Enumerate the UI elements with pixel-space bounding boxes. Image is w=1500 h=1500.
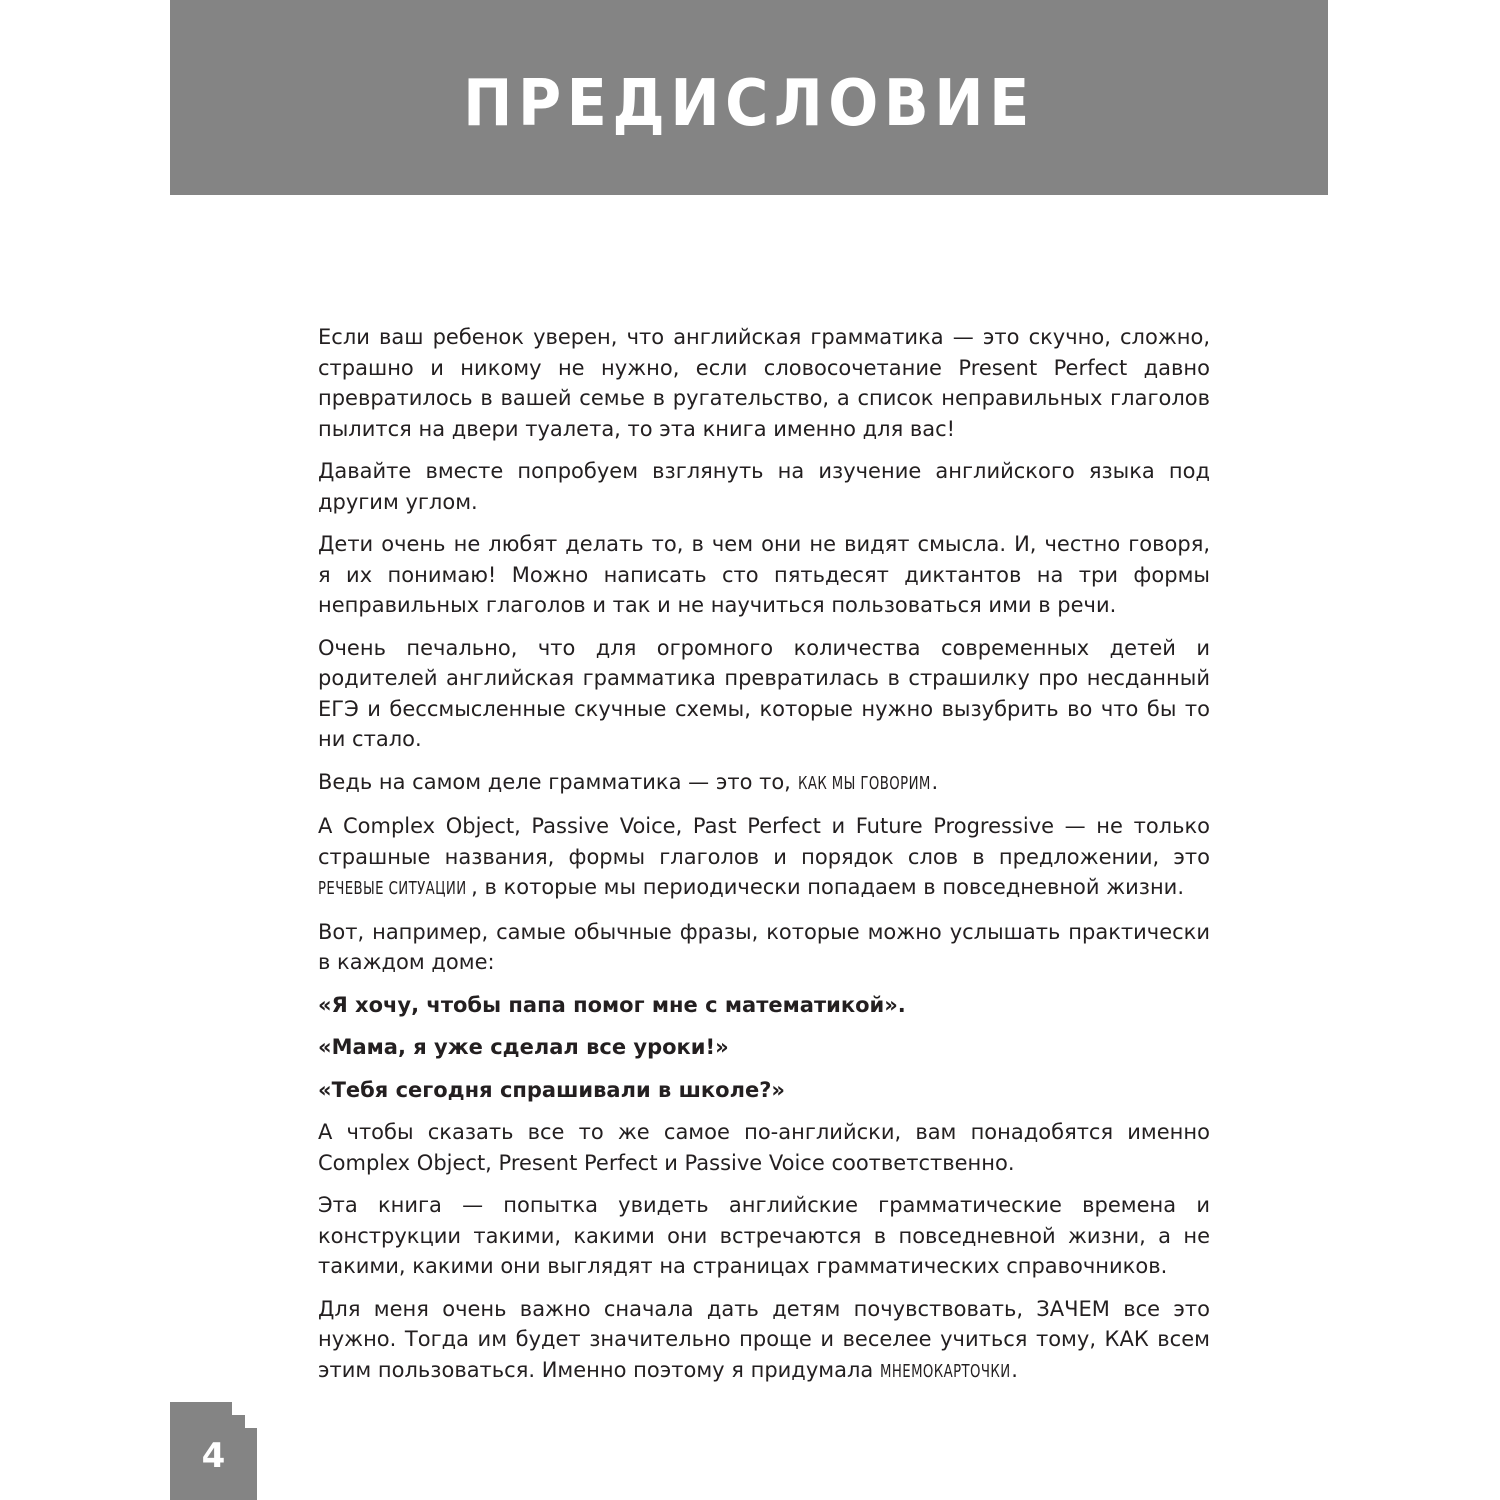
text-run: Ведь на самом деле грамматика — это то,: [318, 769, 798, 794]
paragraph: [318, 1294, 1210, 1388]
text-run: A Complex Object, Passive Voice, Past Perfect и Future Progressive — не только страшные названия, формы глаголов и порядок слов в предложении, это: [318, 814, 1210, 869]
page-number: 4: [201, 1436, 226, 1476]
example-quote: «Я хочу, чтобы папа помог мне с математикой».: [318, 992, 906, 1017]
handwritten-accent: РЕЧЕВЫЕ СИТУАЦИИ: [318, 878, 467, 899]
text-run: , в которые мы периодически попадаем в повседневной жизни.: [471, 875, 1185, 899]
paragraph: Очень печально, что для огромного количества современных детей и родителей английская грамматика превратилась в страшилку про несданный ЕГЭ и бессмысленные скучные схемы, которые нужно вызубрить во что бы то ни стало.: [318, 635, 1210, 751]
text-run: .: [1011, 1357, 1018, 1382]
paragraph: [318, 811, 1210, 905]
pixel-notch: [245, 1415, 258, 1428]
paragraph: Вот, например, самые обычные фразы, которые можно услышать практически в каждом доме:: [318, 919, 1210, 974]
paragraph: Если ваш ребенок уверен, что английская грамматика — это скучно, сложно, страшно и никому не нужно, если словосочетание Present Perfect давно превратилось в вашей семье в ругательство, а список неправильных глаголов пылится на двери туалета, то эта книга именно для вас!: [318, 325, 1210, 441]
example-quote: «Тебя сегодня спрашивали в школе?»: [318, 1077, 785, 1102]
paragraph: А чтобы сказать все то же самое по-английски, вам понадобятся именно Complex Object, Present Perfect и Passive Voice соответственно.: [318, 1120, 1210, 1175]
pixel-notch: [232, 1402, 258, 1415]
handwritten-accent: МНЕМОКАРТОЧКИ: [879, 1360, 1011, 1382]
page-number-tab: [170, 1402, 257, 1500]
chapter-title: ПРЕДИСЛОВИЕ: [463, 67, 1035, 141]
paragraph: Давайте вместе попробуем взглянуть на изучение английского языка под другим углом.: [318, 459, 1210, 514]
chapter-header-band: [170, 0, 1328, 195]
paragraph: Эта книга — попытка увидеть английские грамматические времена и конструкции такими, какими они встречаются в повседневной жизни, а не такими, какими они выглядят на страницах грамматических справочников.: [318, 1193, 1210, 1278]
preface-body: [318, 322, 1210, 1399]
example-quote: «Мама, я уже сделал все уроки!»: [318, 1035, 729, 1059]
paragraph: [318, 767, 1210, 800]
text-run: .: [931, 769, 939, 794]
text-run: Для меня очень важно сначала дать детям почувствовать, ЗАЧЕМ все это нужно. Тогда им будет значительно проще и веселее учиться тому, КАК всем этим пользоваться. Именно поэтому я придумала: [318, 1296, 1210, 1382]
paragraph: Дети очень не любят делать то, в чем они не видят смысла. И, честно говоря, я их понимаю! Можно написать сто пятьдесят диктантов на три формы неправильных глаголов и так и не научиться пользоваться ими в речи.: [318, 532, 1210, 617]
handwritten-accent: КАК МЫ ГОВОРИМ: [797, 772, 931, 794]
